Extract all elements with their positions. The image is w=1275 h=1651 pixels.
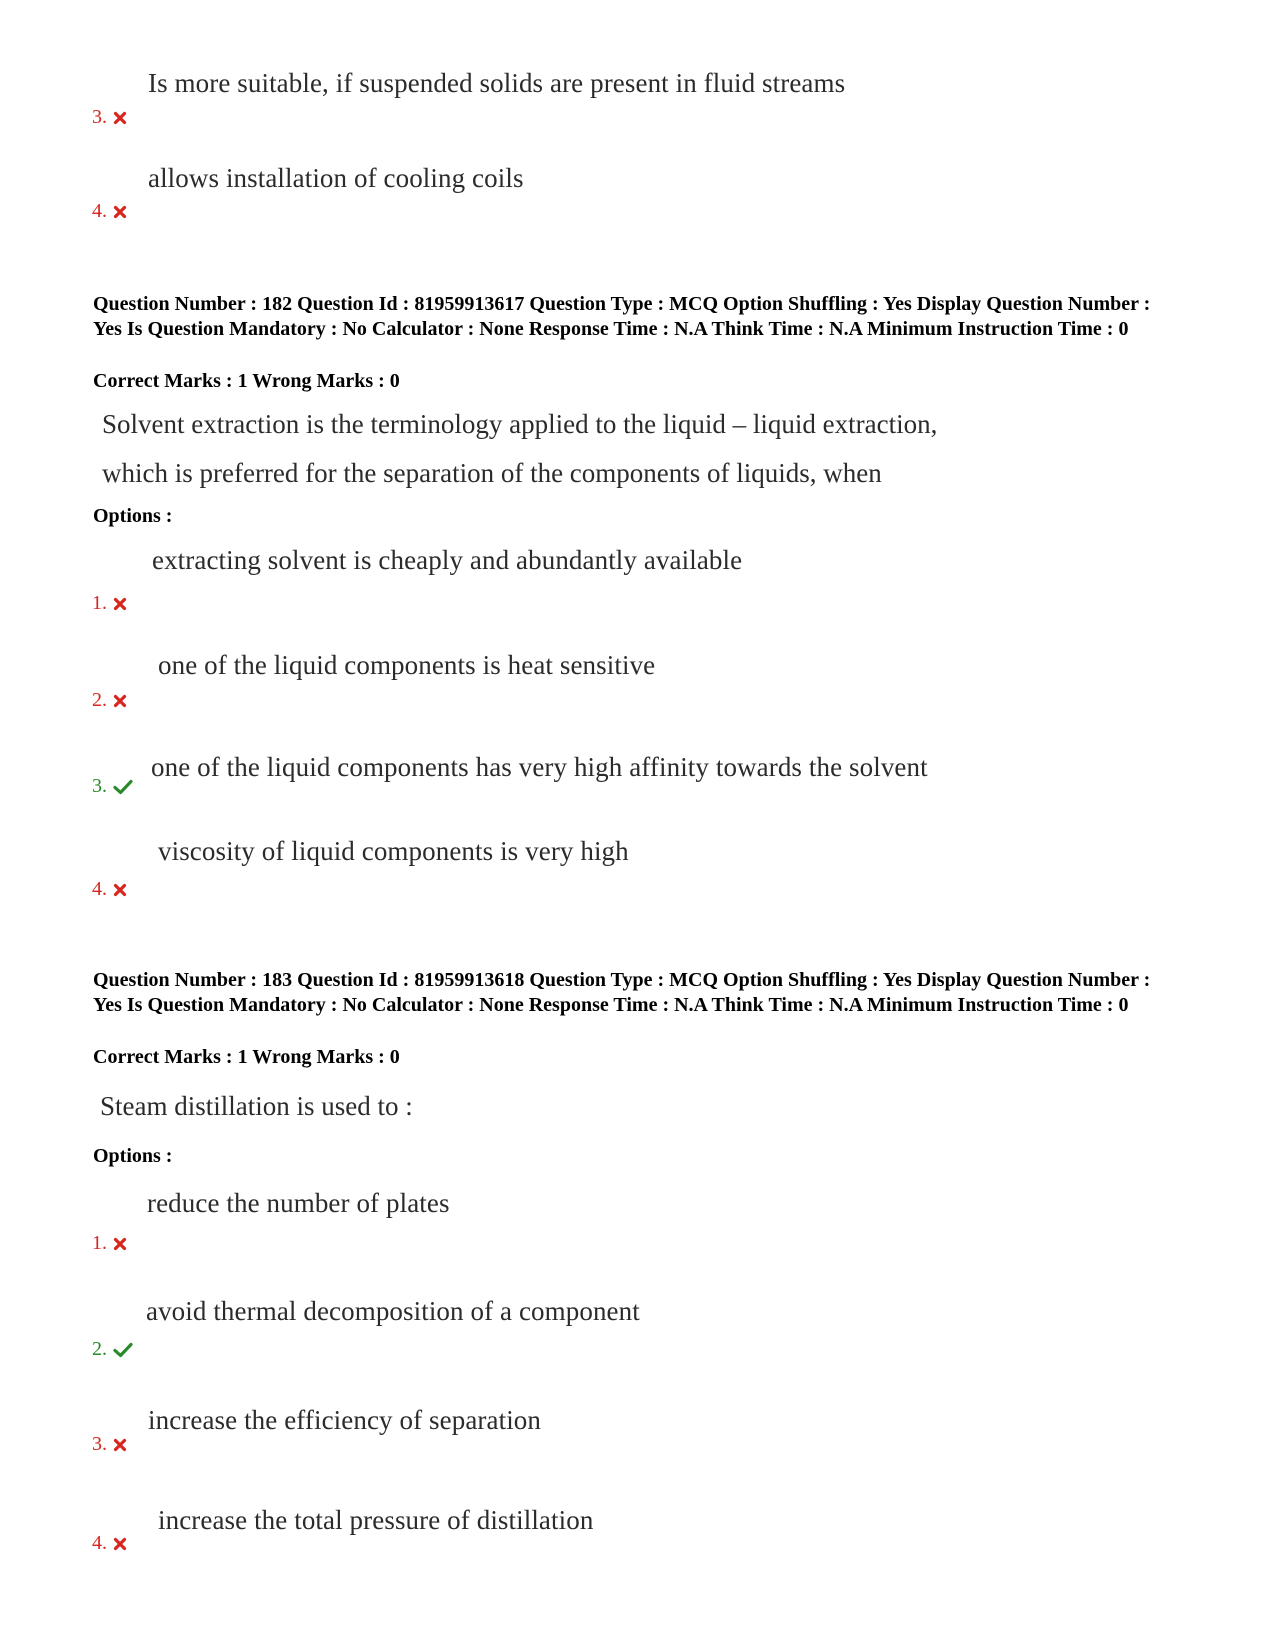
option-number-label: 4. (92, 1532, 107, 1554)
option-number-label: 1. (92, 592, 107, 614)
option-number (92, 1532, 127, 1555)
check-icon (113, 1342, 133, 1358)
question-text-line: Steam distillation is used to : (100, 1091, 413, 1121)
option-text: increase the total pressure of distillation (158, 1505, 594, 1535)
option-text: Is more suitable, if suspended solids are present in fluid streams (148, 68, 846, 98)
option-number (92, 106, 127, 129)
option-text: avoid thermal decomposition of a component (146, 1296, 640, 1326)
option-number-label: 3. (92, 775, 107, 797)
question-meta: Question Number : 182 Question Id : 81959913617 Question Type : MCQ Option Shuffling : Yes Display Question Number : Yes Is Question Mandatory : No Calculator : None Response Time : N.A Think Time : N.A Minimum Instruction Time : 0 (93, 293, 1151, 340)
option-text: extracting solvent is cheaply and abundantly available (152, 545, 743, 575)
option-number (92, 689, 127, 712)
option-text: one of the liquid components is heat sensitive (158, 650, 656, 680)
cross-icon (113, 1537, 127, 1551)
option-number-label: 3. (92, 1433, 107, 1455)
question-marks: Correct Marks : 1 Wrong Marks : 0 (93, 370, 400, 392)
cross-icon (113, 883, 127, 897)
check-icon (113, 779, 133, 795)
question-marks: Correct Marks : 1 Wrong Marks : 0 (93, 1046, 400, 1068)
option-number (92, 592, 127, 615)
option-number-label: 1. (92, 1232, 107, 1254)
option-number (92, 775, 133, 798)
option-text: one of the liquid components has very high affinity towards the solvent (151, 752, 928, 782)
option-number-label: 4. (92, 878, 107, 900)
option-number-label: 3. (92, 106, 107, 128)
cross-icon (113, 1237, 127, 1251)
options-label: Options : (93, 505, 173, 527)
cross-icon (113, 1438, 127, 1452)
cross-icon (113, 597, 127, 611)
option-text: increase the efficiency of separation (148, 1405, 541, 1435)
option-number-label: 4. (92, 200, 107, 222)
option-number (92, 1433, 127, 1456)
question-text-line: Solvent extraction is the terminology applied to the liquid – liquid extraction, (102, 409, 938, 439)
cross-icon (113, 205, 127, 219)
cross-icon (113, 694, 127, 708)
question-text-line: which is preferred for the separation of the components of liquids, when (102, 458, 882, 488)
options-label: Options : (93, 1145, 173, 1167)
option-text: viscosity of liquid components is very high (158, 836, 629, 866)
option-number-label: 2. (92, 689, 107, 711)
option-text: reduce the number of plates (147, 1188, 450, 1218)
option-number (92, 1338, 133, 1361)
option-number-label: 2. (92, 1338, 107, 1360)
option-text: allows installation of cooling coils (148, 163, 524, 193)
option-number (92, 1232, 127, 1255)
option-number (92, 200, 127, 223)
question-meta: Question Number : 183 Question Id : 81959913618 Question Type : MCQ Option Shuffling : Yes Display Question Number : Yes Is Question Mandatory : No Calculator : None Response Time : N.A Think Time : N.A Minimum Instruction Time : 0 (93, 969, 1151, 1016)
cross-icon (113, 111, 127, 125)
option-number (92, 878, 127, 901)
